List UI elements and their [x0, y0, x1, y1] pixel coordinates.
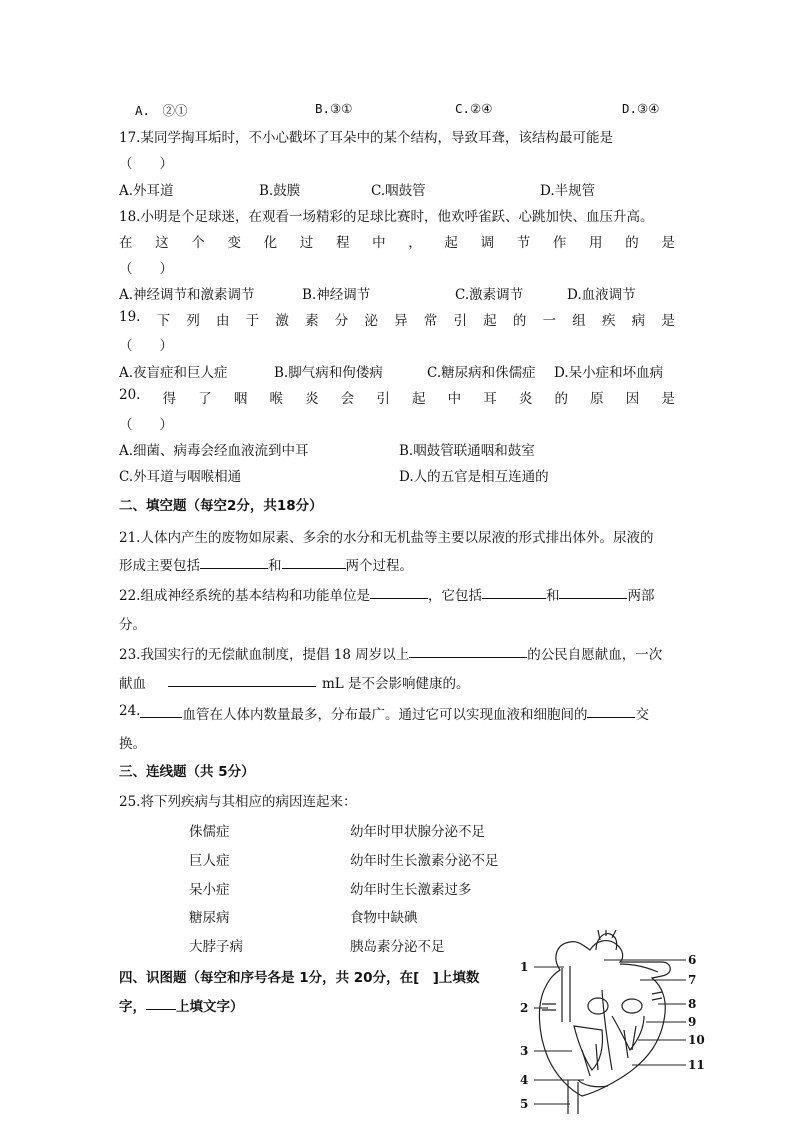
q16-option-b: B.③①: [315, 101, 353, 116]
heart-label-7: 7: [688, 973, 697, 987]
q17-option-c: C.咽鼓管: [371, 183, 426, 199]
q24-line2: 换。: [119, 736, 146, 752]
q19-answer-paren: （ ）: [119, 338, 173, 354]
heart-label-11: 11: [688, 1058, 705, 1072]
heart-diagram: [512, 930, 712, 1120]
q19-line1: 19. 下 列 由 于 激 素 分 泌 异 常 引 起 的 一 组 疾 病 是: [119, 309, 675, 329]
q21-line1: 21.人体内产生的废物如尿素、多余的水分和无机盐等主要以尿液的形式排出体外。尿液的: [119, 530, 654, 546]
q16-option-d: D.③④: [622, 101, 660, 116]
q20-option-b: B.咽鼓管联通咽和鼓室: [399, 443, 535, 459]
q23-blank-1[interactable]: [409, 643, 527, 658]
q20-option-c: C.外耳道与咽喉相通: [119, 469, 242, 485]
q19-option-d: D.呆小症和坏血病: [554, 365, 664, 381]
heart-label-10: 10: [688, 1033, 705, 1047]
q23-line1: 23.我国实行的无偿献血制度，提倡 18 周岁以上 的公民自愿献血，一次: [119, 643, 662, 663]
heart-label-1: 1: [520, 960, 529, 974]
q25-cause-4: 食物中缺碘: [350, 910, 418, 926]
q21-blank-1[interactable]: [200, 554, 268, 569]
heart-label-8: 8: [688, 997, 697, 1011]
section2-title: 二、填空题（每空2分，共18分）: [119, 498, 323, 514]
q22-line2: 分。: [119, 617, 146, 633]
q18-option-c: C.激素调节: [455, 287, 524, 303]
heart-label-6: 6: [688, 953, 697, 967]
q22-blank-3[interactable]: [559, 584, 627, 599]
q22-line1: 22.组成神经系统的基本结构和功能单位是 ，它包括 和 两部: [119, 584, 654, 604]
q21-blank-2[interactable]: [282, 554, 346, 569]
q22-blank-1[interactable]: [370, 584, 428, 599]
q16-option-a: A. ②①: [135, 103, 188, 118]
q25-disease-3: 呆小症: [189, 882, 230, 898]
q17-answer-paren: （ ）: [119, 156, 173, 172]
q20-line1: 20. 得 了 咽 喉 炎 会 引 起 中 耳 炎 的 原 因 是: [119, 387, 675, 407]
q25-disease-2: 巨人症: [189, 853, 230, 869]
heart-label-2: 2: [520, 1001, 529, 1015]
q25-cause-5: 胰岛素分泌不足: [350, 939, 445, 955]
q21-line2: 形成主要包括 和 两个过程。: [119, 554, 413, 574]
q22-blank-2[interactable]: [482, 584, 546, 599]
q20-option-a: A.细菌、病毒会经血液流到中耳: [119, 443, 309, 459]
q18-option-b: B.神经调节: [302, 287, 371, 303]
q19-option-b: B.脚气病和佝偻病: [274, 365, 383, 381]
section3-title: 三、连线题（共 5分）: [119, 764, 255, 780]
q25-cause-3: 幼年时生长激素过多: [350, 882, 472, 898]
q24-line1: 24. 血管在人体内数量最多，分布最广。通过它可以实现血液和细胞间的 交: [119, 703, 649, 723]
heart-label-3: 3: [520, 1044, 529, 1058]
q17-option-d: D.半规管: [540, 183, 596, 199]
q17-stem: 17.某同学掏耳垢时，不小心戳坏了耳朵中的某个结构，导致耳聋，该结构最可能是: [119, 130, 613, 146]
q18-option-d: D.血液调节: [567, 287, 636, 303]
q16-option-c: C.②④: [455, 101, 493, 116]
section4-title-line1: 四、识图题（每空和序号各是 1分，共 20分，在[ ]上填数: [119, 970, 480, 986]
q17-option-a: A.外耳道: [119, 183, 174, 199]
q25-disease-5: 大脖子病: [189, 939, 243, 955]
section4-blank-example: [146, 995, 176, 1010]
q18-line2: 在 这 个 变 化 过 程 中 ， 起 调 节 作 用 的 是: [119, 235, 675, 251]
q23-blank-2[interactable]: [168, 672, 316, 687]
q18-option-a: A.神经调节和激素调节: [119, 287, 255, 303]
q20-answer-paren: （ ）: [119, 417, 173, 433]
q17-option-b: B.鼓膜: [259, 183, 301, 199]
heart-label-5: 5: [520, 1097, 529, 1111]
q18-answer-paren: （ ）: [119, 261, 173, 277]
q24-blank-1[interactable]: [140, 703, 182, 718]
q18-line1: 18.小明是个足球迷，在观看一场精彩的足球比赛时，他欢呼雀跃、心跳加快、血压升高。: [119, 209, 654, 225]
heart-label-4: 4: [520, 1073, 529, 1087]
q23-line2: 献血 mL 是不会影响健康的。: [119, 672, 470, 692]
q19-option-a: A.夜盲症和巨人症: [119, 365, 228, 381]
q19-option-c: C.糖尿病和侏儒症: [427, 365, 536, 381]
q20-option-d: D.人的五官是相互连通的: [399, 469, 549, 485]
q25-disease-1: 侏儒症: [189, 824, 230, 840]
q25-cause-1: 幼年时甲状腺分泌不足: [350, 824, 485, 840]
q25-cause-2: 幼年时生长激素分泌不足: [350, 853, 499, 869]
q25-stem: 25.将下列疾病与其相应的病因连起来：: [119, 794, 357, 810]
heart-label-9: 9: [688, 1015, 697, 1029]
section4-title-line2: 字， 上填文字）: [119, 995, 244, 1015]
q24-blank-2[interactable]: [587, 703, 635, 718]
q25-disease-4: 糖尿病: [189, 910, 230, 926]
